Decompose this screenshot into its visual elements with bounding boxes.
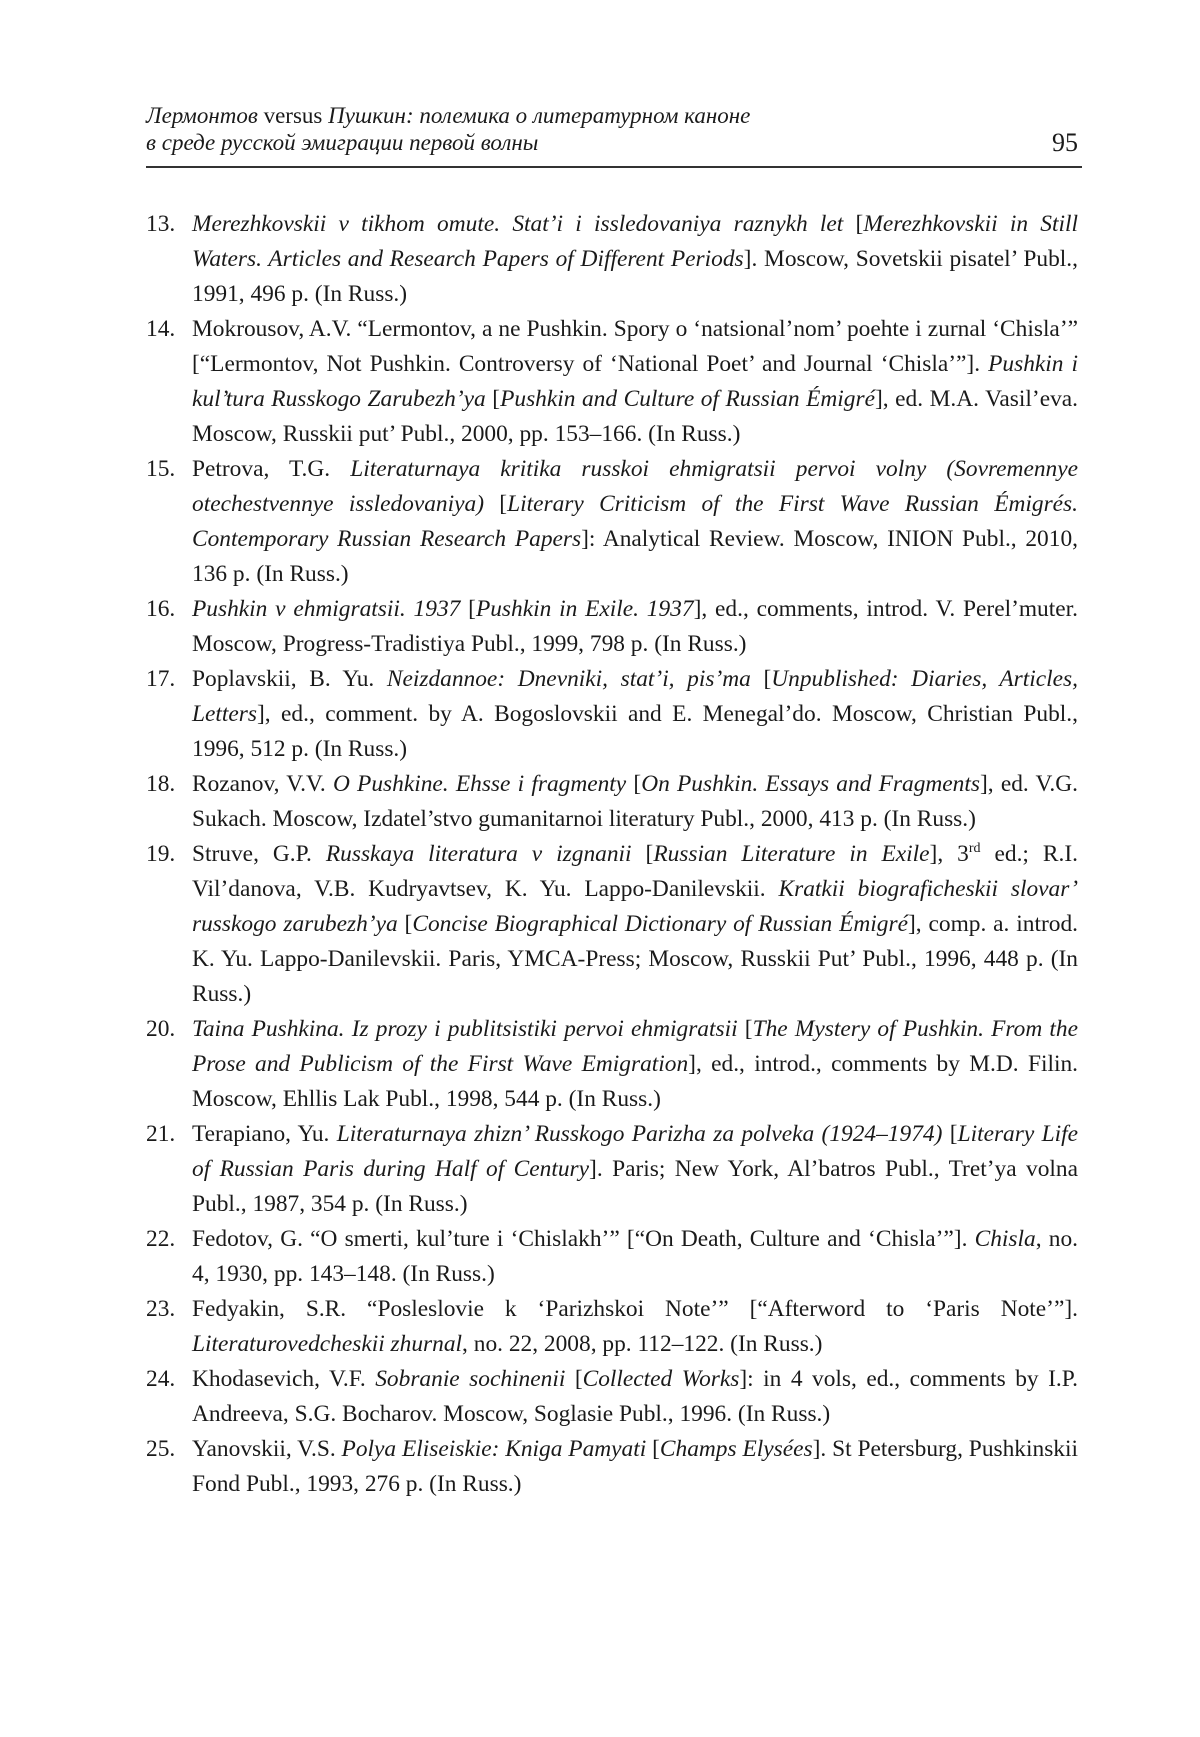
reference-title: Literaturnaya zhizn’ Russkogo Parizha za polveka (1924–1974) [336, 1121, 943, 1147]
reference-item [146, 207, 1078, 312]
reference-text: ], ed. V.G. Sukach. Moscow, Izdatel’stvo gumanitarnoi literatury Publ., 2000, 413 p. (In Russ.) [192, 771, 1078, 832]
reference-text: Rozanov, V.V. [192, 771, 333, 797]
reference-text: ]. Moscow, Sovetskii pisatel’ Publ., 1991, 496 p. (In Russ.) [192, 246, 1078, 307]
reference-item [146, 452, 1078, 592]
reference-title: Champs Elysées [659, 1436, 813, 1462]
reference-title: Merezhkovskii in Still Waters. Articles and Research Papers of Different Periods [192, 211, 1078, 272]
reference-title: Literary Life of Russian Paris during Half of Century [192, 1121, 1078, 1182]
reference-number: 14. [146, 316, 176, 342]
reference-text: Yanovskii, V.S. [192, 1436, 342, 1462]
reference-title: Pushkin i kul’tura Russkogo Zarubezh’ya [192, 351, 1078, 412]
reference-item [146, 1292, 1078, 1362]
page-number: 95 [1052, 128, 1078, 157]
reference-title: Unpublished: Diaries, Articles, Letters [192, 666, 1078, 727]
reference-text: ed.; R.I. Vil’danova, V.B. Kudryavtsev, K. Yu. Lappo-Danilevskii. [192, 841, 1078, 902]
reference-number: 13. [146, 211, 176, 237]
reference-number: 20. [146, 1016, 176, 1042]
reference-text: ], ed. M.A. Vasil’eva. Moscow, Russkii put’ Publ., 2000, pp. 153–166. (In Russ.) [192, 386, 1079, 447]
reference-item [146, 1362, 1078, 1432]
running-header [146, 100, 1082, 168]
reference-item [146, 1012, 1078, 1117]
reference-number: 22. [146, 1226, 176, 1252]
reference-item [146, 1222, 1078, 1292]
reference-item [146, 312, 1078, 452]
reference-list [146, 207, 1078, 1502]
reference-title: The Mystery of Pushkin. From the Prose and Publicism of the First Wave Emigration [192, 1016, 1079, 1077]
reference-title: Russian Literature in Exile [653, 841, 930, 867]
reference-text: [ [737, 1016, 753, 1042]
reference-item [146, 592, 1078, 662]
reference-text: Poplavskii, B. Yu. [192, 666, 387, 692]
reference-text: ]: Analytical Review. Moscow, INION Publ., 2010, 136 p. (In Russ.) [192, 526, 1078, 587]
reference-text: [ [483, 491, 508, 517]
reference-text: Struve, G.P. [192, 841, 326, 867]
reference-text: Petrova, T.G. [192, 456, 351, 482]
reference-item [146, 1432, 1078, 1502]
reference-text: ]. St Petersburg, Pushkinskii Fond Publ., 1993, 276 p. (In Russ.) [192, 1436, 1078, 1497]
reference-title: Concise Biographical Dictionary of Russian Émigré [412, 911, 908, 937]
reference-text: [ [485, 386, 501, 412]
reference-text: [ [942, 1121, 958, 1147]
reference-text: ], 3 [929, 841, 969, 867]
reference-number: 15. [146, 456, 176, 482]
running-title-part: Лермонтов [146, 103, 258, 128]
reference-title: Literaturnaya kritika russkoi ehmigratsii pervoi volny (Sovremennye otechestvennye issledovaniya) [192, 456, 1078, 517]
reference-text: ], comp. a. introd. K. Yu. Lappo-Danilevskii. Paris, YMCA-Press; Moscow, Russkii Put’ Publ., 1996, 448 p. (In Russ.) [192, 911, 1078, 1007]
reference-text: [ [750, 666, 772, 692]
reference-text: Khodasevich, V.F. [192, 1366, 376, 1392]
running-title-line2: в среде русской эмиграции первой волны [146, 130, 539, 155]
reference-title: Literaturovedcheskii zhurnal [192, 1331, 463, 1357]
reference-number: 24. [146, 1366, 176, 1392]
reference-text: Fedotov, G. “O smerti, kul’ture i ‘Chislakh’” [“On Death, Culture and ‘Chisla’”]. [192, 1226, 975, 1252]
reference-text: ], ed., comments, introd. V. Perel’muter. Moscow, Progress-Tradistiya Publ., 1999, 798 p. (In Russ.) [192, 596, 1078, 657]
reference-text: ], ed., introd., comments by M.D. Filin. Moscow, Ehllis Lak Publ., 1998, 544 p. (In Russ.) [192, 1051, 1079, 1112]
reference-text: ], ed., comment. by A. Bogoslovskii and E. Menegal’do. Moscow, Christian Publ., 1996, 512 p. (In Russ.) [192, 701, 1078, 762]
reference-text: [ [631, 841, 654, 867]
reference-item [146, 1117, 1078, 1222]
reference-title: O Pushkine. Ehsse i fragmenty [332, 771, 627, 797]
reference-item [146, 837, 1078, 1012]
reference-number: 16. [146, 596, 176, 622]
reference-number: 17. [146, 666, 176, 692]
reference-text: [ [397, 911, 413, 937]
reference-text: [ [626, 771, 642, 797]
reference-title: Chisla [974, 1226, 1036, 1252]
reference-text: Fedyakin, S.R. “Posleslovie k ‘Parizhskoi Note’” [“Afterword to ‘Paris Note’”]. [192, 1296, 1078, 1322]
reference-title: Pushkin v ehmigratsii. 1937 [192, 596, 461, 622]
reference-title: Collected Works [582, 1366, 740, 1392]
reference-text: [ [646, 1436, 660, 1462]
reference-title: Merezhkovskii v tikhom omute. Stat’i i issledovaniya raznykh let [192, 211, 844, 237]
reference-text: ]. Paris; New York, Al’batros Publ., Tret’ya volna Publ., 1987, 354 p. (In Russ.) [192, 1156, 1078, 1217]
reference-text: Terapiano, Yu. [192, 1121, 337, 1147]
reference-text: [ [565, 1366, 583, 1392]
reference-number: 25. [146, 1436, 176, 1462]
running-title-part: versus [257, 103, 329, 128]
reference-number: 21. [146, 1121, 176, 1147]
reference-text: , no. 4, 1930, pp. 143–148. (In Russ.) [192, 1226, 1078, 1287]
reference-text: Mokrousov, A.V. “Lermontov, a ne Pushkin. Spory o ‘natsional’nom’ poehte i zurnal ‘Chisla’” [“Lermontov, Not Pushkin. Controversy of ‘National Poet’ and Journal ‘Chisla’”]. [192, 316, 1078, 377]
reference-text: , no. 22, 2008, pp. 112–122. (In Russ.) [462, 1331, 823, 1357]
reference-title: Pushkin and Culture of Russian Émigré [500, 386, 875, 412]
reference-number: 18. [146, 771, 176, 797]
reference-title: Kratkii biograficheskii slovar’ russkogo zarubezh’ya [192, 876, 1078, 937]
reference-title: Pushkin in Exile. 1937 [475, 596, 694, 622]
reference-text: rd [968, 841, 981, 857]
reference-text: ]: in 4 vols, ed., comments by I.P. Andreeva, S.G. Bocharov. Moscow, Soglasie Publ., 1996. (In Russ.) [192, 1366, 1078, 1427]
reference-title: Neizdannoe: Dnevniki, stat’i, pis’ma [386, 666, 751, 692]
reference-item [146, 662, 1078, 767]
reference-text: [ [460, 596, 476, 622]
reference-title: Literary Criticism of the First Wave Russian Émigrés. Contemporary Russian Research Papers [192, 491, 1078, 552]
running-title [146, 102, 750, 156]
reference-text: [ [843, 211, 864, 237]
reference-title: On Pushkin. Essays and Fragments [641, 771, 980, 797]
reference-number: 19. [146, 841, 176, 867]
reference-title: Taina Pushkina. Iz prozy i publitsistiki pervoi ehmigratsii [192, 1016, 738, 1042]
reference-title: Russkaya literatura v izgnanii [325, 841, 632, 867]
reference-item [146, 767, 1078, 837]
running-title-part: Пушкин: полемика о литературном каноне [328, 103, 751, 128]
reference-title: Sobranie sochinenii [375, 1366, 566, 1392]
reference-number: 23. [146, 1296, 176, 1322]
reference-title: Polya Eliseiskie: Kniga Pamyati [341, 1436, 647, 1462]
